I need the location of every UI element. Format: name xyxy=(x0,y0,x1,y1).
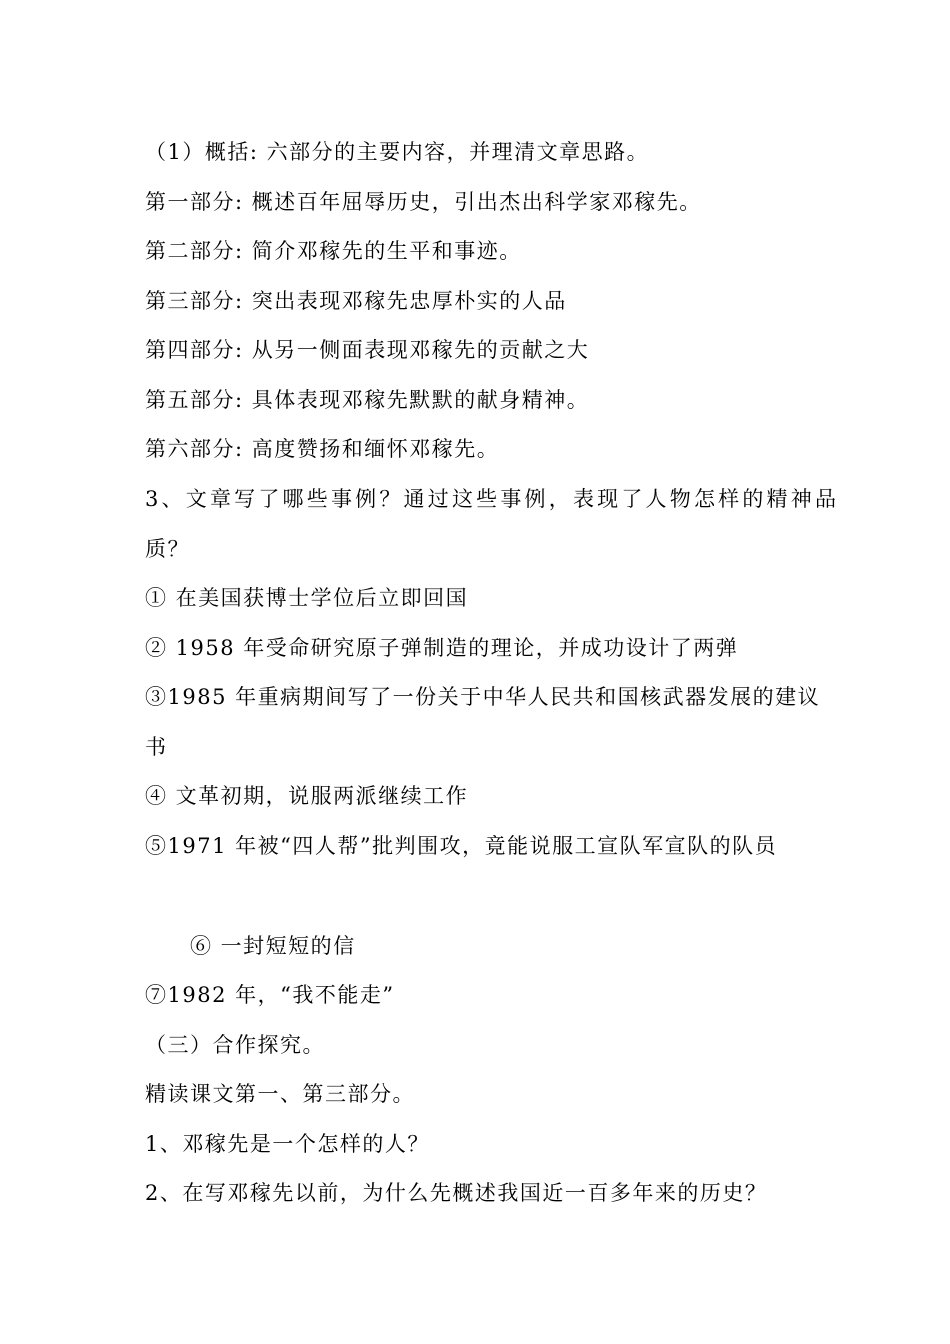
example-item-5: ⑤1971 年被“四人帮”批判围攻，竟能说服工宣队军宣队的队员 xyxy=(145,834,778,858)
example-item-3-continued: 书 xyxy=(145,735,168,759)
example-item-2: ② 1958 年受命研究原子弹制造的理论，并成功设计了两弹 xyxy=(145,636,739,660)
example-item-6: ⑥ 一封短短的信 xyxy=(190,934,356,958)
part-four-line: 第四部分: 从另一侧面表现邓稼先的贡献之大 xyxy=(145,338,590,362)
reading-instruction: 精读课文第一、第三部分。 xyxy=(145,1082,415,1106)
part-five-line: 第五部分: 具体表现邓稼先默默的献身精神。 xyxy=(145,388,590,412)
example-item-7: ⑦1982 年，“我不能走” xyxy=(145,983,395,1007)
question-three-continued: 质？ xyxy=(145,537,190,561)
part-two-line: 第二部分: 简介邓稼先的生平和事迹。 xyxy=(145,239,522,263)
question-three: 3、文章写了哪些事例？通过这些事例，表现了人物怎样的精神品 xyxy=(145,487,840,511)
example-item-4: ④ 文革初期，说服两派继续工作 xyxy=(145,784,469,808)
discussion-question-2: 2、在写邓稼先以前，为什么先概述我国近一百多年来的历史？ xyxy=(145,1181,768,1205)
part-three-line: 第三部分: 突出表现邓稼先忠厚朴实的人品 xyxy=(145,289,567,313)
example-item-3: ③1985 年重病期间写了一份关于中华人民共和国核武器发展的建议 xyxy=(145,685,821,709)
section-heading-cooperation: （三）合作探究。 xyxy=(145,1033,325,1057)
summary-heading: （1）概括: 六部分的主要内容，并理清文章思路。 xyxy=(145,140,650,164)
discussion-question-1: 1、邓稼先是一个怎样的人？ xyxy=(145,1132,430,1156)
part-six-line: 第六部分: 高度赞扬和缅怀邓稼先。 xyxy=(145,437,500,461)
example-item-1: ① 在美国获博士学位后立即回国 xyxy=(145,586,469,610)
part-one-line: 第一部分: 概述百年屈辱历史，引出杰出科学家邓稼先。 xyxy=(145,190,702,214)
